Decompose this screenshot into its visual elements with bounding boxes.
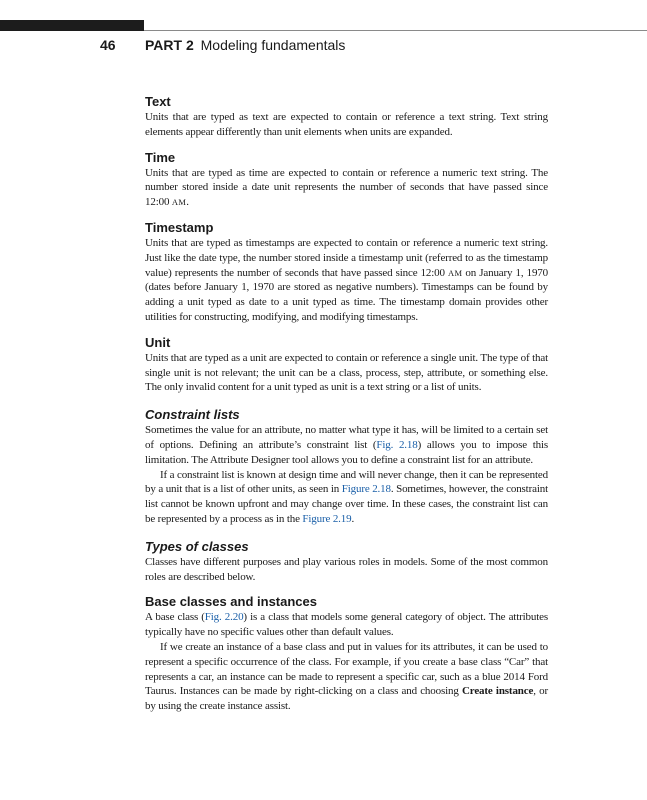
heading-types-of-classes: Types of classes <box>145 538 249 554</box>
paragraph-unit: Units that are typed as a unit are expected to contain or reference a single unit. The type of that single unit is not relevant; the unit can be a class, process, step, attribute, or something else. The only invalid content for a unit typed as unit is a text string or a list of units. <box>145 351 548 394</box>
link-fig-2-20[interactable]: Fig. 2.20 <box>204 611 244 624</box>
link-figure-2-18[interactable]: Figure 2.18 <box>341 483 391 496</box>
paragraph-types-of-classes: Classes have different purposes and play various roles in models. Some of the most common roles are described below. <box>145 555 548 583</box>
paragraph-base-classes-1: A base class (Fig. 2.20) is a class that models some general category of object. The attributes typically have no specific values other than default values. <box>145 611 548 639</box>
small-caps-am: AM <box>448 267 463 278</box>
heading-unit: Unit <box>145 334 171 350</box>
link-figure-2-19[interactable]: Figure 2.19 <box>302 512 352 525</box>
small-caps-am: AM <box>171 197 187 208</box>
heading-time: Time <box>145 149 176 165</box>
heading-timestamp: Timestamp <box>145 219 214 235</box>
paragraph-constraint-lists-1: Sometimes the value for an attribute, no matter what type it has, will be limited to a certain set of options. Defining an attribute’s constraint list (Fig. 2.18) allows you to impose this limitation. The Attribute Designer tool allows you to define a constraint list for an attribute. <box>145 424 549 466</box>
running-head <box>100 36 345 54</box>
page-number: 46 <box>100 37 116 53</box>
link-fig-2-18[interactable]: Fig. 2.18 <box>376 438 418 451</box>
create-instance-term: Create instance <box>462 685 534 698</box>
paragraph-constraint-lists-2: If a constraint list is known at design time and will never change, then it can be represented by a unit that is a list of other units, as seen in Figure 2.18. Sometimes, however, the constraint list cannot be known upfront and may change over time. In these cases, the constraint list can be represented by a process as in the Figure 2.19. <box>145 468 548 525</box>
header-bar <box>0 20 144 31</box>
header-rule <box>144 30 647 31</box>
heading-text: Text <box>145 94 171 109</box>
paragraph-base-classes-2: If we create an instance of a base class and put in values for its attributes, it can be used to represent a specific occurrence of the class. For example, if you create a base class “Car” that represents a car, an instance can be made to represent a specific car, such as a blue 2014 Ford Taurus. Instances can be made by right-clicking on a class and choosing Create instance, or by using the create instance assist. <box>145 640 548 713</box>
paragraph-time: Units that are typed as time are expected to contain or reference a numeric text string. The number stored inside a date unit represents the number of seconds that have passed since 12:00 AM. <box>145 166 548 209</box>
page-content <box>145 93 548 714</box>
part-label: PART 2 <box>145 37 194 53</box>
heading-base-classes: Base classes and instances <box>145 594 317 610</box>
heading-constraint-lists: Constraint lists <box>145 407 240 423</box>
paragraph-timestamp: Units that are typed as timestamps are expected to contain or reference a numeric text string. Just like the date type, the number stored inside a timestamp unit (referred to as the timestamp value) represents the number of seconds that have passed since 12:00 AM on January 1, 1970 (dates before January 1, 1970 are stored as negative numbers). Timestamps can be found by adding a unit typed as date to a unit typed as time. The timestamp domain provides other utilities for constructing, modifying, and modifying timestamps. <box>145 236 548 323</box>
part-title: Modeling fundamentals <box>200 37 346 53</box>
paragraph-text: Units that are typed as text are expected to contain or reference a text string. Text string elements appear differently than unit elements when units are expanded. <box>145 111 548 138</box>
